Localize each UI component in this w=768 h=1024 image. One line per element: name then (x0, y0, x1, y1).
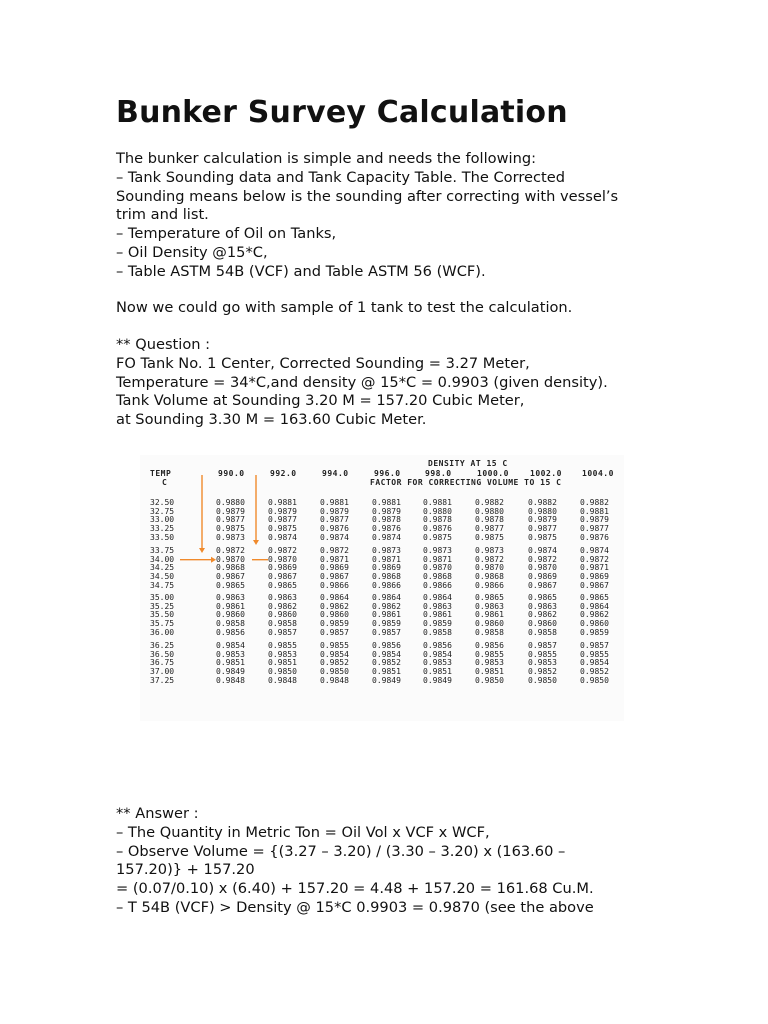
temp-cell: 34.25 (150, 563, 175, 573)
table-factor-header: FACTOR FOR CORRECTING VOLUME TO 15 C (370, 478, 562, 487)
vcf-cell: 0.9876 (320, 524, 349, 534)
vcf-cell: 0.9853 (528, 658, 557, 668)
vcf-cell: 0.9850 (580, 675, 609, 685)
question-line: ** Question : (116, 336, 211, 353)
vcf-cell: 0.9855 (320, 641, 349, 650)
vcf-cell: 0.9867 (268, 572, 297, 582)
vcf-cell: 0.9863 (475, 601, 504, 611)
vcf-cell: 0.9879 (216, 506, 245, 516)
vcf-cell: 0.9867 (216, 572, 245, 582)
vcf-cell: 0.9849 (423, 675, 452, 685)
vcf-cell: 0.9857 (528, 641, 557, 650)
vcf-cell: 0.9881 (580, 506, 609, 516)
vcf-cell: 0.9860 (268, 610, 297, 620)
temp-cell: 35.50 (150, 610, 175, 620)
vcf-cell: 0.9865 (216, 580, 245, 590)
vcf-cell: 0.9872 (528, 554, 557, 564)
vcf-cell: 0.9865 (580, 593, 609, 602)
vcf-cell: 0.9868 (475, 572, 504, 582)
vcf-cell: 0.9849 (372, 675, 401, 685)
vcf-cell: 0.9860 (528, 619, 557, 629)
vcf-cell: 0.9871 (320, 554, 349, 564)
vcf-cell: 0.9867 (580, 580, 609, 590)
vcf-cell: 0.9863 (216, 593, 245, 602)
intro-line: Sounding means below is the sounding after correcting with vessel’s (116, 187, 619, 205)
vcf-cell: 0.9869 (372, 563, 401, 573)
vcf-cell: 0.9850 (528, 675, 557, 685)
vcf-cell: 0.9870 (216, 554, 245, 564)
vcf-cell: 0.9859 (423, 619, 452, 629)
vcf-cell: 0.9878 (475, 515, 504, 525)
vcf-cell: 0.9881 (423, 498, 452, 507)
vcf-cell: 0.9852 (580, 667, 609, 677)
intro-line: – Temperature of Oil on Tanks, (116, 225, 337, 243)
intro-line: The bunker calculation is simple and needs the following: (116, 150, 537, 167)
vcf-cell: 0.9853 (216, 649, 245, 659)
vcf-cell: 0.9879 (528, 515, 557, 525)
intro-line: – Tank Sounding data and Tank Capacity Table. The Corrected (116, 168, 565, 186)
vcf-cell: 0.9852 (372, 658, 401, 668)
vcf-cell: 0.9875 (216, 524, 245, 534)
temp-cell: 33.75 (150, 546, 175, 555)
vcf-cell: 0.9880 (528, 506, 557, 516)
vcf-cell: 0.9873 (475, 546, 504, 555)
vcf-cell: 0.9856 (216, 627, 245, 637)
temp-cell: 35.75 (150, 619, 175, 629)
vcf-cell: 0.9857 (580, 641, 609, 650)
vcf-cell: 0.9880 (475, 506, 504, 516)
vcf-cell: 0.9851 (372, 667, 401, 677)
page-title: Bunker Survey Calculation (116, 95, 568, 130)
vcf-cell: 0.9877 (528, 524, 557, 534)
vcf-cell: 0.9861 (423, 610, 452, 620)
vcf-cell: 0.9875 (475, 532, 504, 542)
vcf-cell: 0.9850 (475, 675, 504, 685)
arrow-990-head (199, 548, 205, 553)
temp-cell: 33.50 (150, 532, 175, 542)
question-line: Tank Volume at Sounding 3.20 M = 157.20 Cubic Meter, (116, 392, 525, 410)
vcf-cell: 0.9855 (580, 649, 609, 659)
density-header: 996.0 (374, 469, 401, 478)
vcf-cell: 0.9854 (580, 658, 609, 668)
temp-cell: 33.00 (150, 515, 175, 525)
vcf-cell: 0.9858 (268, 619, 297, 629)
vcf-cell: 0.9877 (580, 524, 609, 534)
temp-cell: 32.75 (150, 506, 175, 516)
vcf-cell: 0.9860 (580, 619, 609, 629)
vcf-cell: 0.9857 (372, 627, 401, 637)
vcf-cell: 0.9875 (268, 524, 297, 534)
vcf-cell: 0.9859 (320, 619, 349, 629)
question-line: Temperature = 34*C,and density @ 15*C = 0.9903 (given density). (116, 373, 608, 391)
answer-paragraph (116, 805, 594, 918)
vcf-cell: 0.9881 (268, 498, 297, 507)
vcf-cell: 0.9863 (528, 601, 557, 611)
vcf-cell: 0.9868 (423, 572, 452, 582)
vcf-cell: 0.9864 (580, 601, 609, 611)
vcf-cell: 0.9858 (528, 627, 557, 637)
table-density-title: DENSITY AT 15 C (428, 459, 508, 468)
vcf-cell: 0.9862 (580, 610, 609, 620)
answer-line: ** Answer : (116, 805, 199, 822)
vcf-cell: 0.9876 (372, 524, 401, 534)
vcf-cell: 0.9856 (475, 641, 504, 650)
vcf-cell: 0.9881 (372, 498, 401, 507)
answer-line: = (0.07/0.10) x (6.40) + 157.20 = 4.48 + 157.20 = 161.68 Cu.M. (116, 880, 594, 898)
vcf-cell: 0.9851 (268, 658, 297, 668)
density-header: 1002.0 (530, 469, 562, 478)
vcf-cell: 0.9874 (528, 546, 557, 555)
vcf-cell: 0.9861 (475, 610, 504, 620)
question-line: at Sounding 3.30 M = 163.60 Cubic Meter. (116, 411, 427, 429)
vcf-cell: 0.9858 (423, 627, 452, 637)
temp-cell: 34.75 (150, 580, 175, 590)
density-header: 994.0 (322, 469, 349, 478)
density-header: 1000.0 (477, 469, 509, 478)
vcf-cell: 0.9848 (216, 675, 245, 685)
vcf-cell: 0.9851 (475, 667, 504, 677)
vcf-cell: 0.9871 (580, 563, 609, 573)
vcf-cell: 0.9855 (475, 649, 504, 659)
vcf-cell: 0.9880 (423, 506, 452, 516)
vcf-cell: 0.9868 (216, 563, 245, 573)
vcf-cell: 0.9879 (320, 506, 349, 516)
temp-cell: 37.00 (150, 667, 175, 677)
temp-cell: 34.50 (150, 572, 175, 582)
temp-cell: 36.00 (150, 627, 175, 637)
vcf-cell: 0.9874 (320, 532, 349, 542)
temp-cell: 34.00 (150, 554, 175, 564)
vcf-cell: 0.9850 (320, 667, 349, 677)
vcf-cell: 0.9873 (372, 546, 401, 555)
vcf-cell: 0.9865 (528, 593, 557, 602)
vcf-cell: 0.9864 (423, 593, 452, 602)
density-header: 990.0 (218, 469, 245, 478)
vcf-cell: 0.9861 (216, 601, 245, 611)
vcf-cell: 0.9878 (423, 515, 452, 525)
vcf-cell: 0.9877 (320, 515, 349, 525)
temp-cell: 37.25 (150, 675, 175, 685)
vcf-cell: 0.9876 (580, 532, 609, 542)
vcf-cell: 0.9851 (216, 658, 245, 668)
vcf-cell: 0.9872 (475, 554, 504, 564)
density-header: 998.0 (425, 469, 452, 478)
answer-line: 157.20)} + 157.20 (116, 861, 255, 879)
question-line: FO Tank No. 1 Center, Corrected Sounding = 3.27 Meter, (116, 354, 530, 372)
vcf-cell: 0.9875 (423, 532, 452, 542)
vcf-cell: 0.9869 (320, 563, 349, 573)
vcf-cell: 0.9862 (320, 601, 349, 611)
temp-cell: 33.25 (150, 524, 175, 534)
temp-cell: 36.50 (150, 649, 175, 659)
vcf-cell: 0.9853 (268, 649, 297, 659)
question-paragraph (116, 336, 608, 430)
vcf-cell: 0.9848 (268, 675, 297, 685)
temp-cell: 36.75 (150, 658, 175, 668)
vcf-cell: 0.9882 (475, 498, 504, 507)
vcf-cell: 0.9860 (216, 610, 245, 620)
vcf-cell: 0.9852 (320, 658, 349, 668)
vcf-cell: 0.9882 (528, 498, 557, 507)
vcf-cell: 0.9877 (475, 524, 504, 534)
vcf-cell: 0.9862 (528, 610, 557, 620)
vcf-cell: 0.9857 (268, 627, 297, 637)
vcf-cell: 0.9863 (423, 601, 452, 611)
temp-cell: 32.50 (150, 498, 175, 507)
vcf-cell: 0.9850 (268, 667, 297, 677)
temp-cell: 35.00 (150, 593, 175, 602)
vcf-cell: 0.9865 (475, 593, 504, 602)
vcf-cell: 0.9870 (423, 563, 452, 573)
vcf-cell: 0.9877 (216, 515, 245, 525)
vcf-cell: 0.9861 (372, 610, 401, 620)
vcf-cell: 0.9854 (423, 649, 452, 659)
vcf-cell: 0.9874 (268, 532, 297, 542)
vcf-cell: 0.9860 (320, 610, 349, 620)
vcf-cell: 0.9879 (372, 506, 401, 516)
vcf-cell: 0.9872 (216, 546, 245, 555)
vcf-cell: 0.9876 (423, 524, 452, 534)
vcf-cell: 0.9866 (320, 580, 349, 590)
vcf-cell: 0.9855 (268, 641, 297, 650)
table-temp-header: TEMP (150, 469, 172, 478)
vcf-cell: 0.9864 (320, 593, 349, 602)
vcf-cell: 0.9877 (268, 515, 297, 525)
table-temp-unit: C (162, 478, 168, 487)
vcf-cell: 0.9856 (372, 641, 401, 650)
vcf-cell: 0.9871 (372, 554, 401, 564)
vcf-cell: 0.9868 (372, 572, 401, 582)
vcf-cell: 0.9882 (580, 498, 609, 507)
vcf-cell: 0.9854 (216, 641, 245, 650)
vcf-cell: 0.9862 (372, 601, 401, 611)
intro-line: trim and list. (116, 206, 209, 224)
vcf-cell: 0.9852 (528, 667, 557, 677)
vcf-cell: 0.9873 (216, 532, 245, 542)
density-header: 1004.0 (582, 469, 614, 478)
vcf-cell: 0.9854 (372, 649, 401, 659)
vcf-cell: 0.9872 (268, 546, 297, 555)
vcf-cell: 0.9856 (423, 641, 452, 650)
vcf-cell: 0.9855 (528, 649, 557, 659)
temp-cell: 36.25 (150, 641, 175, 650)
vcf-cell: 0.9854 (320, 649, 349, 659)
answer-line: – Observe Volume = {(3.27 – 3.20) / (3.30 – 3.20) x (163.60 – (116, 842, 566, 860)
intro-line: – Oil Density @15*C, (116, 243, 268, 261)
vcf-cell: 0.9870 (528, 563, 557, 573)
vcf-cell: 0.9880 (216, 498, 245, 507)
arrow-992-head (253, 540, 259, 545)
temp-cell: 35.25 (150, 601, 175, 611)
vcf-cell: 0.9872 (580, 554, 609, 564)
vcf-cell: 0.9863 (268, 593, 297, 602)
vcf-cell: 0.9874 (580, 546, 609, 555)
vcf-cell: 0.9874 (372, 532, 401, 542)
density-header: 992.0 (270, 469, 297, 478)
vcf-cell: 0.9849 (216, 667, 245, 677)
vcf-cell: 0.9867 (528, 580, 557, 590)
vcf-cell: 0.9848 (320, 675, 349, 685)
vcf-cell: 0.9862 (268, 601, 297, 611)
answer-line: – T 54B (VCF) > Density @ 15*C 0.9903 = 0.9870 (see the above (116, 898, 594, 916)
vcf-cell: 0.9870 (268, 554, 297, 564)
intro-paragraph (116, 150, 618, 282)
vcf-cell: 0.9869 (580, 572, 609, 582)
vcf-cell: 0.9866 (372, 580, 401, 590)
vcf-cell: 0.9866 (423, 580, 452, 590)
vcf-cell: 0.9851 (423, 667, 452, 677)
vcf-cell: 0.9866 (475, 580, 504, 590)
vcf-table-image (140, 455, 624, 721)
vcf-cell: 0.9865 (268, 580, 297, 590)
vcf-cell: 0.9859 (372, 619, 401, 629)
answer-line: – The Quantity in Metric Ton = Oil Vol x VCF x WCF, (116, 823, 490, 841)
vcf-cell: 0.9879 (268, 506, 297, 516)
vcf-cell: 0.9869 (528, 572, 557, 582)
vcf-cell: 0.9879 (580, 515, 609, 525)
vcf-cell: 0.9860 (475, 619, 504, 629)
vcf-cell: 0.9857 (320, 627, 349, 637)
vcf-cell: 0.9859 (580, 627, 609, 637)
vcf-cell: 0.9858 (216, 619, 245, 629)
vcf-cell: 0.9853 (475, 658, 504, 668)
intro-line: – Table ASTM 54B (VCF) and Table ASTM 56 (WCF). (116, 262, 486, 280)
vcf-cell: 0.9873 (423, 546, 452, 555)
vcf-cell: 0.9875 (528, 532, 557, 542)
vcf-cell: 0.9869 (268, 563, 297, 573)
vcf-cell: 0.9870 (475, 563, 504, 573)
vcf-cell: 0.9864 (372, 593, 401, 602)
vcf-cell: 0.9858 (475, 627, 504, 637)
sample-line: Now we could go with sample of 1 tank to test the calculation. (116, 299, 573, 316)
vcf-cell: 0.9878 (372, 515, 401, 525)
vcf-cell: 0.9867 (320, 572, 349, 582)
vcf-cell: 0.9871 (423, 554, 452, 564)
vcf-cell: 0.9881 (320, 498, 349, 507)
vcf-cell: 0.9853 (423, 658, 452, 668)
vcf-cell: 0.9872 (320, 546, 349, 555)
